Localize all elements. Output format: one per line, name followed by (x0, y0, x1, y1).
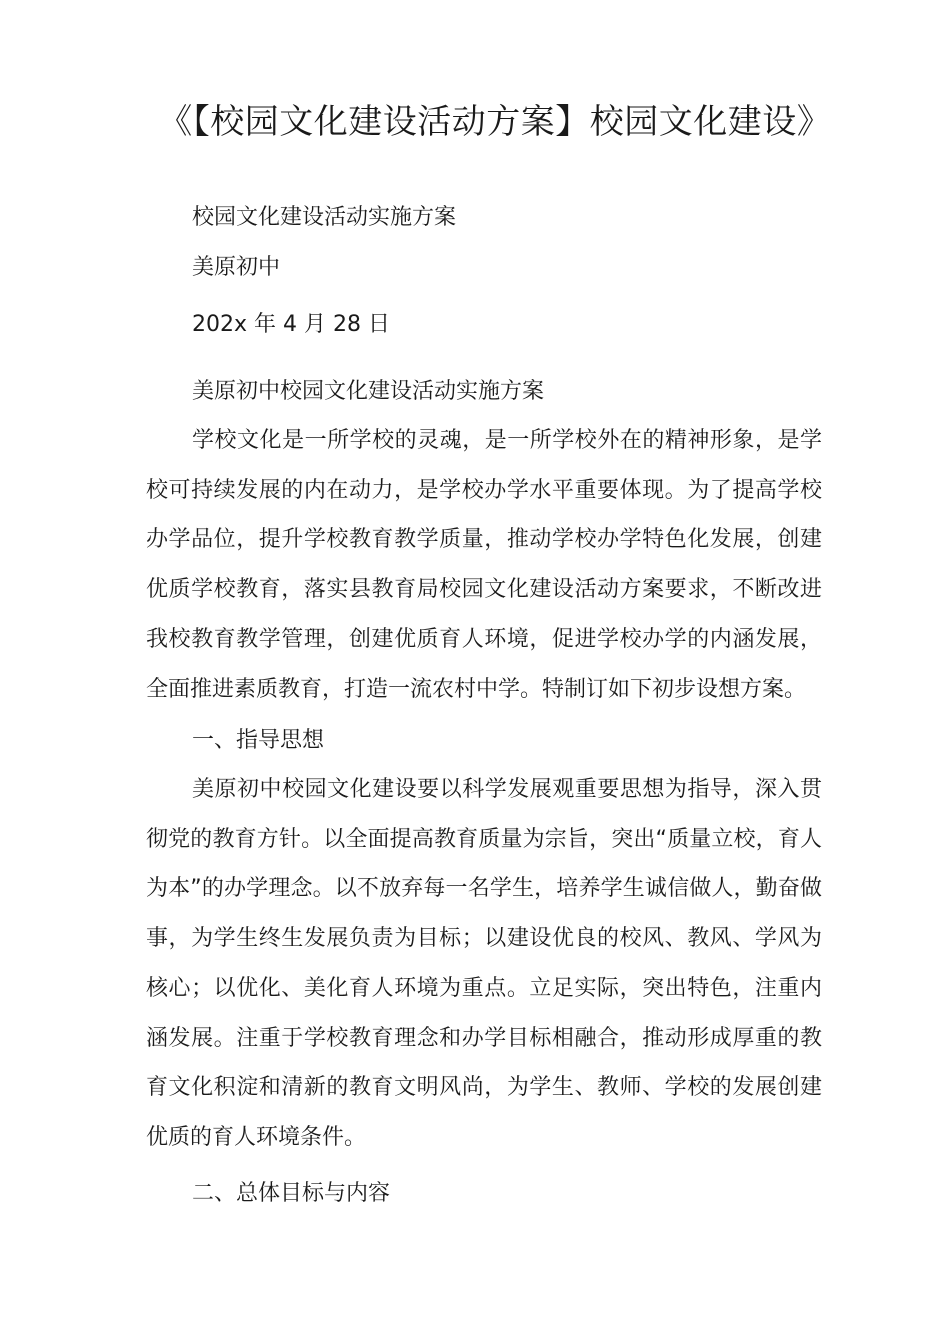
document-title: 《【校园文化建设活动方案】校园文化建设》 (158, 102, 832, 142)
intro-paragraph: 学校文化是一所学校的灵魂，是一所学校外在的精神形象，是学校可持续发展的内在动力，是学校办学水平重要体现。为了提高学校办学品位，提升学校教育教学质量，推动学校办学特色化发展，创建优质学校教育，落实县教育局校园文化建设活动方案要求，不断改进我校教育教学管理，创建优质育人环境，促进学校办学的内涵发展，全面推进素质教育，打造一流农村中学。特制订如下初步设想方案。 (146, 428, 822, 702)
section-heading-overall-goals: 二、总体目标与内容 (192, 1181, 391, 1206)
section-heading-guiding-ideology: 一、指导思想 (192, 728, 325, 753)
document-subtitle: 校园文化建设活动实施方案 (192, 205, 457, 230)
school-name: 美原初中 (192, 255, 281, 280)
document-date: 202x 年 4 月 28 日 (192, 312, 390, 337)
guiding-ideology-paragraph: 美原初中校园文化建设要以科学发展观重要思想为指导，深入贯彻党的教育方针。以全面提高教育质量为宗旨，突出“质量立校，育人为本”的办学理念。以不放弃每一名学生，培养学生诚信做人，勤奋做事，为学生终生发展负责为目标；以建设优良的校风、教风、学风为核心；以优化、美化育人环境为重点。立足实际，突出特色，注重内涵发展。注重于学校教育理念和办学目标相融合，推动形成厚重的教育文化积淀和清新的教育文明风尚，为学生、教师、学校的发展创建优质的育人环境条件。 (146, 777, 822, 1150)
plan-heading: 美原初中校园文化建设活动实施方案 (192, 379, 545, 404)
